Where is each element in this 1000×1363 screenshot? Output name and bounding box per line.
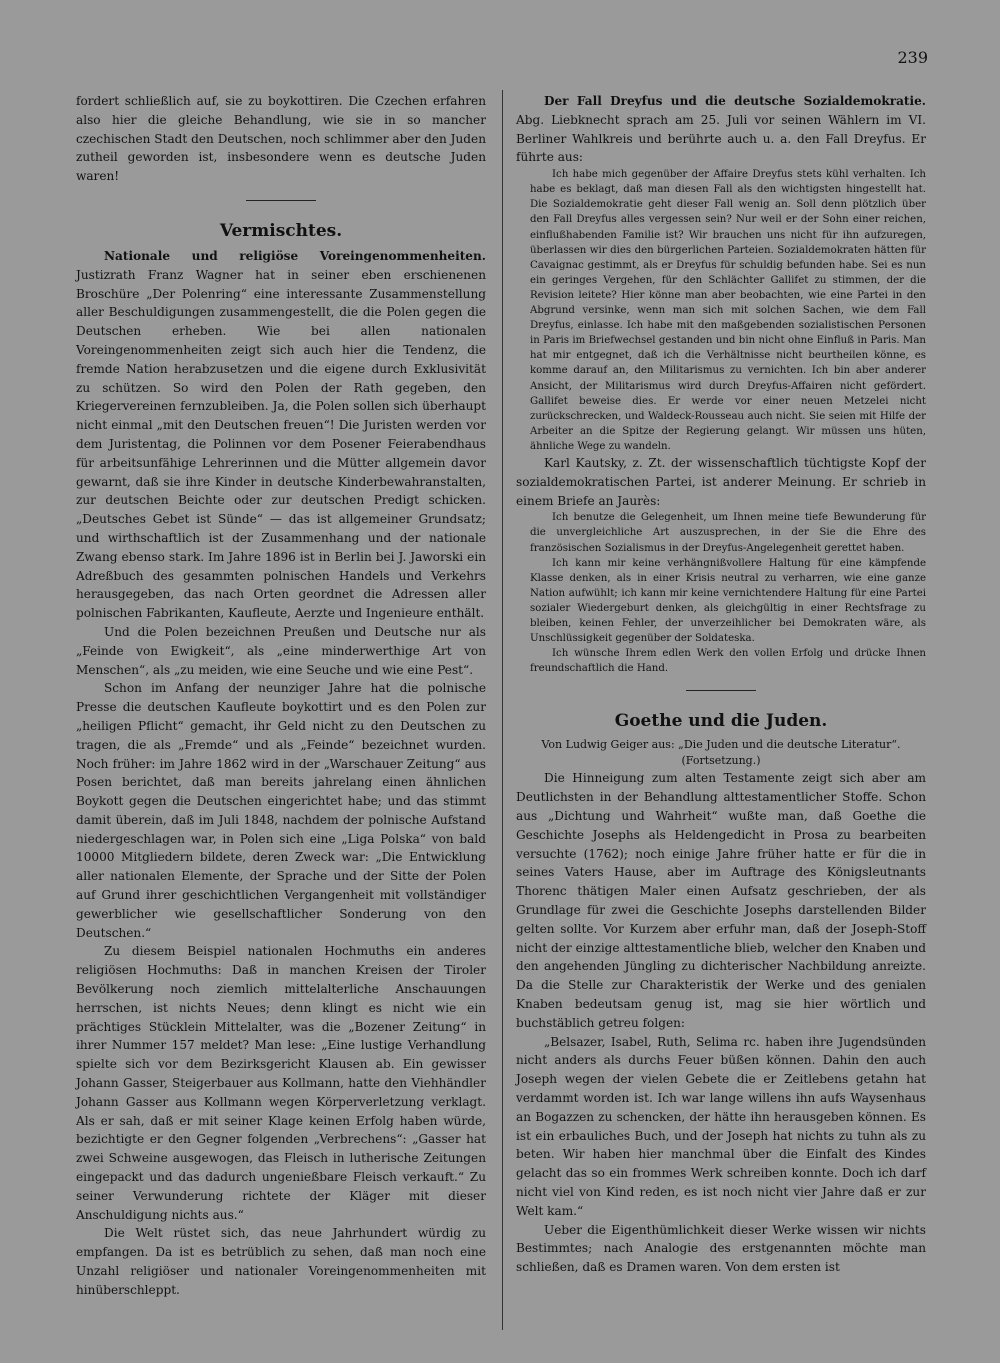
page-number: 239 bbox=[897, 48, 928, 67]
quote-paragraph: Ich wünsche Ihrem edlen Werk den vollen Erfolg und drücke Ihnen freundschaftlich die Hand. bbox=[530, 648, 926, 675]
left-column bbox=[76, 92, 486, 1300]
article-heading: Nationale und religiöse Voreingenommenheiten. bbox=[104, 248, 486, 263]
article-paragraph: Und die Polen bezeichnen Preußen und Deutsche nur als „Feinde von Ewigkeit“, als „eine minderwerthige Art von Menschen“, als „zu meiden, wie eine Seuche und wie eine Pest“. bbox=[76, 624, 486, 677]
column-divider bbox=[502, 90, 503, 1330]
dreyfus-heading: Der Fall Dreyfus und die deutsche Sozialdemokratie. bbox=[544, 94, 926, 108]
intro-paragraph: fordert schließlich auf, sie zu boykottiren. Die Czechen erfahren also hier die gleiche Behandlung, wie sie in so mancher czechischen Stadt den Deutschen, noch schlimmer aber den Juden zutheil geworden ist, insbesondere wenn es deutsche Juden waren! bbox=[76, 94, 486, 184]
article-paragraph: Schon im Anfang der neunziger Jahre hat die polnische Presse die deutschen Kaufleute boykottirt und es den Polen zur „heiligen Pflicht“ gemacht, ihr Geld nicht zu den Deutschen zu tragen, die als „Fremde“ und als „Feinde“ bezeichnet wurden. Noch früher: im Jahre 1862 wird in der „Warschauer Zeitung“ aus Posen berichtet, daß man bereits jahrelang einen ähnlichen Boykott gegen die Deutschen eingerichtet habe; und das stimmt damit überein, daß im Juli 1848, nachdem der polnische Aufstand niedergeschlagen war, in Polen sich eine „Liga Polska“ von bald 10000 Mitgliedern bildete, deren Zweck war: „Die Entwicklung aller nationalen Elemente, der Sprache und der Sitte der Polen auf Grund ihrer geschichtlichen Vergangenheit mit vollständiger gewerblicher wie gesellschaftlicher Sonderung von den Deutschen.“ bbox=[76, 681, 486, 940]
article-paragraph: Die Welt rüstet sich, das neue Jahrhundert würdig zu empfangen. Da ist es betrüblich zu sehen, daß man noch eine Unzahl religiöser und nationaler Voreingenommenheiten mit hinüberschleppt. bbox=[76, 1226, 486, 1297]
right-column bbox=[516, 92, 926, 1277]
quote-paragraph: Ich habe mich gegenüber der Affaire Dreyfus stets kühl verhalten. Ich habe es beklagt, daß man diesen Fall als den wichtigsten hingestellt hat. Die Sozialdemokratie geht dieser Fall wenig an. Soll denn plötzlich über den Fall Dreyfus alles vergessen sein? Nur weil er der Sohn einer reichen, einflußhabenden Familie ist? Wir brauchen uns nicht für ihn aufzuregen, überlassen wir dies den bürgerlichen Parteien. Sozialdemokraten hätten für Cavaignac gestimmt, als er Dreyfus für schuldig befunden habe. Sei es nun ein geringes Vergehen, für den Schlächter Gallifet zu stimmen, der die Revision leitete? Hier könne man aber beobachten, wie eine Partei in den Abgrund versinke, wenn man sich mit solchen Sachen, wie dem Fall Dreyfus, einlasse. Ich habe mit den maßgebenden sozialistischen Personen in Paris im Briefwechsel gestanden und bin nicht ohne Einfluß in Paris. Man hat mir entgegnet, daß ich die Verhältnisse nicht beurtheilen könne, es komme darauf an, den Militarismus zu vernichten. Ich bin aber anderer Ansicht, der Militarismus wird durch Dreyfus-Affairen nicht gefördert. Gallifet beweise dies. Er werde vor einer neuen Metzelei nicht zurückschrecken, und Waldeck-Rousseau auch nicht. Sie seien mit Hilfe der Arbeiter an die Spitze der Regierung gelangt. Wir müssen uns hüten, ähnliche Wege zu wandeln. bbox=[530, 169, 926, 452]
goethe-byline: Von Ludwig Geiger aus: „Die Juden und die deutsche Literatur“. bbox=[541, 738, 901, 752]
goethe-quote-paragraph: „Belsazer, Isabel, Ruth, Selima rc. haben ihre Jugendsünden nicht anders als durchs Feuer büßen können. Dahin den auch Joseph wegen der vielen Gebete die er Zeitlebens getahn hat verdammt worden ist. Ich war lange willens ihn aufs Waysenhaus an Bogazzen zu schencken, der hätte ihn herausgeben können. Es ist ein erbauliches Buch, und der Joseph hat nichts zu tuhn als zu beten. Wir haben hier manchmal über die Einfalt des Kindes gelacht das so ein frommes Werk schreiben konnte. Doch ich darf nicht viel von Kind reden, es ist noch nicht vier Jahre daß er zur Welt kam.“ bbox=[516, 1034, 926, 1218]
article-paragraph bbox=[76, 247, 486, 623]
goethe-continued-note: (Fortsetzung.) bbox=[681, 754, 761, 768]
section-title-goethe: Goethe und die Juden. bbox=[614, 711, 828, 732]
quote-paragraph: Ich kann mir keine verhängnißvollere Haltung für eine kämpfende Klasse denken, als in einer Krisis neutral zu verharren, wie eine ganze Nation aufwühlt; ich kann mir keine vernichtendere Haltung für eine Partei sozialer Wiedergeburt denken, als gleichgültig in einer Rechtsfrage zu bleiben, keinen Fehler, der unverzeihlicher bei Demokraten wäre, als Unschlüssigkeit gegenüber der Soldateska. bbox=[530, 557, 926, 645]
quote-paragraph: Ich benutze die Gelegenheit, um Ihnen meine tiefe Bewunderung für die unvergleichliche Art auszusprechen, in der Sie die Ehre des französischen Sozialismus in der Dreyfus-Angelegenheit gerettet haben. bbox=[530, 512, 926, 554]
kautsky-intro-paragraph: Karl Kautsky, z. Zt. der wissenschaftlich tüchtigste Kopf der sozialdemokratischen Partei, ist anderer Meinung. Er schrieb in einem Briefe an Jaurès: bbox=[516, 455, 926, 508]
section-title-vermischtes: Vermischtes. bbox=[219, 220, 343, 241]
separator-rule bbox=[686, 690, 756, 691]
article-paragraph: Zu diesem Beispiel nationalen Hochmuths ein anderes religiösen Hochmuths: Daß in manchen Kreisen der Tiroler Bevölkerung noch ziemlich mittelalterliche Anschauungen herrschen, ist nichts Neues; denn klingt es nicht wie ein prächtiges Stücklein Mittelalter, was die „Bozener Zeitung“ in ihrer Nummer 157 meldet? Man lese: „Eine lustige Verhandlung spielte sich vor dem Bezirksgericht Klausen ab. Ein gewisser Johann Gasser, Steigerbauer aus Kollmann, hatte den Viehhändler Johann Gasser aus Kollmann wegen Körperverletzung verklagt. Als er sah, daß er mit seiner Klage keinen Erfolg haben würde, bezichtigte er den Gegner folgenden „Verbrechens“: „Gasser hat zwei Schweine ausgewogen, das Fleisch in lutherische Zeitungen eingepackt und das dadurch ungenießbare Fleisch verkauft.“ Zu seiner Verwunderung richtete der Kläger mit dieser Anschuldigung nichts aus.“ bbox=[76, 944, 486, 1222]
dreyfus-intro-paragraph bbox=[516, 92, 926, 167]
goethe-paragraph: Die Hinneigung zum alten Testamente zeigt sich aber am Deutlichsten in der Behandlung alttestamentlicher Stoffe. Schon aus „Dichtung und Wahrheit“ wußte man, daß Goethe die Geschichte Josephs als Heldengedicht in Prosa zu bearbeiten versuchte (1762); noch einige Jahre früher hatte er für die in seines Vaters Hause, aber im Auftrage des Königsleutnants Thorenc thätigen Maler einen Aufsatz geschrieben, der als Grundlage für zwei die Geschichte Josephs darstellenden Bilder gelten sollte. Vor Kurzem aber erfuhr man, daß der Joseph-Stoff nicht der einzige alttestamentliche blieb, welcher den Knaben und den angehenden Jüngling zu dichterischer Nachbildung anreizte. Da die Stelle zur Charakteristik der Werke und des genialen Knaben bedeutsam genug ist, mag sie hier wörtlich und buchstäblich getreu folgen: bbox=[516, 771, 926, 1030]
separator-rule bbox=[246, 200, 316, 201]
goethe-paragraph: Ueber die Eigenthümlichkeit dieser Werke wissen wir nichts Bestimmtes; nach Analogie des erstgenannten möchte man schließen, daß es Dramen waren. Von dem ersten ist bbox=[516, 1222, 926, 1275]
dreyfus-intro-text: Abg. Liebknecht sprach am 25. Juli vor seinen Wählern im VI. Berliner Wahlkreis und berührte auch u. a. den Fall Dreyfus. Er führte aus: bbox=[516, 112, 926, 165]
kautsky-quote-block bbox=[530, 510, 926, 676]
article-paragraph-text: Justizrath Franz Wagner hat in seiner eben erschienenen Broschüre „Der Polenring“ eine interessante Zusammenstellung aller Beschuldigungen zusammengestellt, die die Polen gegen die Deutschen erheben. Wie bei allen nationalen Voreingenommenheiten zeigt sich auch hier die Tendenz, die fremde Nation herabzusetzen und die eigene durch Exklusivität zu schützen. So wird den Polen der Rath gegeben, den Kriegervereinen fernzubleiben. Ja, die Polen sollen sich überhaupt nicht einmal „mit den Deutschen freuen“! Die Juristen werden vor dem Juristentag, die Polinnen vor dem Posener Feierabendhaus für arbeitsunfähige Lehrerinnen und die Mütter allgemein davor gewarnt, daß sie ihre Kinder in deutsche Kinderbewahranstalten, zur deutschen Beichte oder zur deutschen Predigt schicken. „Deutsches Gebet ist Sünde“ — das ist allgemeiner Grundsatz; und wirthschaftlich ist der Zusammenhang und der nationale Zwang ebenso stark. Im Jahre 1896 ist in Berlin bei J. Jaworski ein Adreßbuch des gesammten polnischen Handels und Verkehrs herausgegeben, das nach Orten geordnet die Adressen aller polnischen Fabrikanten, Kaufleute, Aerzte und Ingenieure enthält. bbox=[76, 267, 486, 621]
dreyfus-quote-block bbox=[530, 167, 926, 454]
